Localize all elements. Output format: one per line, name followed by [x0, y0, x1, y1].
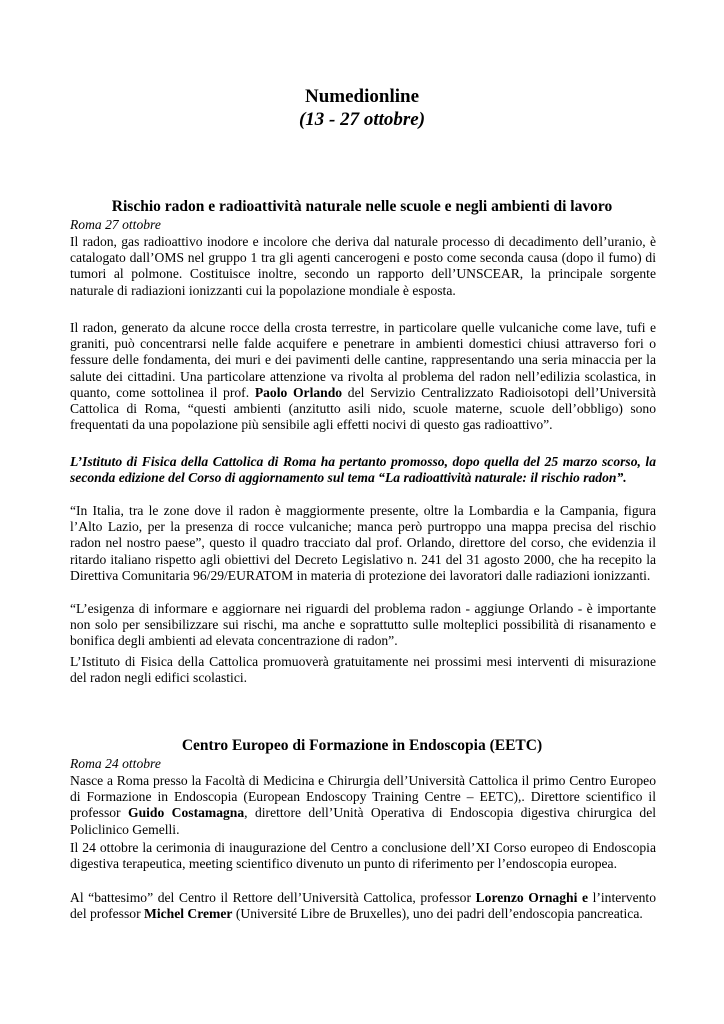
newsletter-dates: (13 - 27 ottobre) [298, 109, 426, 130]
article2-paragraph-1 [70, 773, 656, 838]
article1-dateline: Roma 27 ottobre [70, 217, 161, 232]
article1-paragraph-2-text-a: Il radon, generato da alcune rocce della crosta terrestre, in particolare quelle vulcaniche come lave, tufi e graniti, può concentrarsi nelle falde acquifere e penetrare in ambienti domestici chiusi attraverso fori o fessure delle fondamenta, dei muri e dei pavimenti delle cantine, rappresentando una seria minaccia per la salute dei cittadini. Una particolare attenzione va rivolta al problema del radon nell’edilizia scolastica, in quanto, come sottolinea il prof. [70, 320, 656, 400]
article2-dateline: Roma 24 ottobre [70, 756, 161, 771]
person-name-orlando: Paolo Orlando [254, 384, 343, 400]
article1-paragraph-4: “In Italia, tra le zone dove il radon è maggiormente presente, oltre la Lombardia e la Campania, figura l’Alto Lazio, per la presenza di rocce vulcaniche; manca però purtroppo una mappa precisa del rischio radon nel nostro paese”, questo il quadro tracciato dal prof. Orlando, direttore del corso, che evidenzia il ritardo italiano rispetto agli obiettivi del Decreto Legislativo n. 241 del 31 agosto 2000, che ha recepito la Direttiva Comunitaria 96/29/EURATOM in materia di protezione dei lavoratori dalle radiazioni ionizzanti. [70, 503, 656, 583]
article1-paragraph-3: L’Istituto di Fisica della Cattolica di Roma ha pertanto promosso, dopo quella del 25 marzo scorso, la seconda edizione del Corso di aggiornamento sul tema “La radioattività naturale: il rischio radon”. [70, 454, 656, 486]
newsletter-title: Numedionline [304, 86, 420, 107]
article2-paragraph-1-text-a: Nasce a Roma presso la Facoltà di Medicina e Chirurgia dell’Università Cattolica il primo Centro Europeo di Formazione in Endoscopia (European Endoscopy Training Centre – EETC),. Direttore scientifico il professor [70, 773, 656, 821]
article1-paragraph-2-text-b: del Servizio Centralizzato Radioisotopi dell’Università Cattolica di Roma, “questi ambienti (anzitutto asili nido, scuole materne, scuole dell’obbligo) sono frequentati da una popolazione più sensibile agli effetti nocivi di questo gas radioattivo”. [70, 384, 656, 433]
person-name-costamagna: Guido Costamagna [128, 805, 245, 821]
article2-paragraph-1-text-b: , direttore dell’Unità Operativa di Endoscopia digestiva chirurgica del Policlinico Gemelli. [70, 805, 657, 837]
article2-paragraph-3 [70, 890, 656, 922]
article2-paragraph-3-text-c: (Université Libre de Bruxelles), uno dei padri dell’endoscopia pancreatica. [235, 906, 643, 922]
person-name-cremer: Michel Cremer [144, 906, 233, 922]
article2-paragraph-2: Il 24 ottobre la cerimonia di inaugurazione del Centro a conclusione dell’XI Corso europeo di Endoscopia digestiva terapeutica, meeting scientifico divenuto un punto di riferimento per l’endoscopia europea. [70, 840, 656, 872]
article2-paragraph-3-text-b: l’intervento del professor [70, 890, 656, 922]
article1-paragraph-2 [70, 320, 656, 433]
article1-paragraph-6: L’Istituto di Fisica della Cattolica promuoverà gratuitamente nei prossimi mesi interventi di misurazione del radon negli edifici scolastici. [70, 654, 656, 686]
article1-paragraph-1: Il radon, gas radioattivo inodore e incolore che deriva dal naturale processo di decadimento dell’uranio, è catalogato dall’OMS nel gruppo 1 tra gli agenti cancerogeni e posto come seconda causa (dopo il fumo) di tumori al polmone. Costituisce inoltre, secondo un rapporto dell’UNSCEAR, la principale sorgente naturale di radiazioni ionizzanti cui la popolazione mondiale è esposta. [70, 234, 656, 298]
article1-paragraph-5: “L’esigenza di informare e aggiornare nei riguardi del problema radon - aggiunge Orlando - è importante non solo per sensibilizzare sui rischi, ma anche e soprattutto sulle molteplici possibilità di risanamento e bonifica degli ambienti ad elevata concentrazione di radon”. [70, 601, 656, 649]
article2-paragraph-3-text-a: Al “battesimo” del Centro il Rettore dell’Università Cattolica, professor [70, 890, 471, 905]
person-name-ornaghi: Lorenzo Ornaghi e [475, 890, 588, 905]
article1-heading: Rischio radon e radioattività naturale nelle scuole e negli ambienti di lavoro [111, 198, 613, 215]
article2-heading: Centro Europeo di Formazione in Endoscopia (EETC) [181, 737, 543, 754]
